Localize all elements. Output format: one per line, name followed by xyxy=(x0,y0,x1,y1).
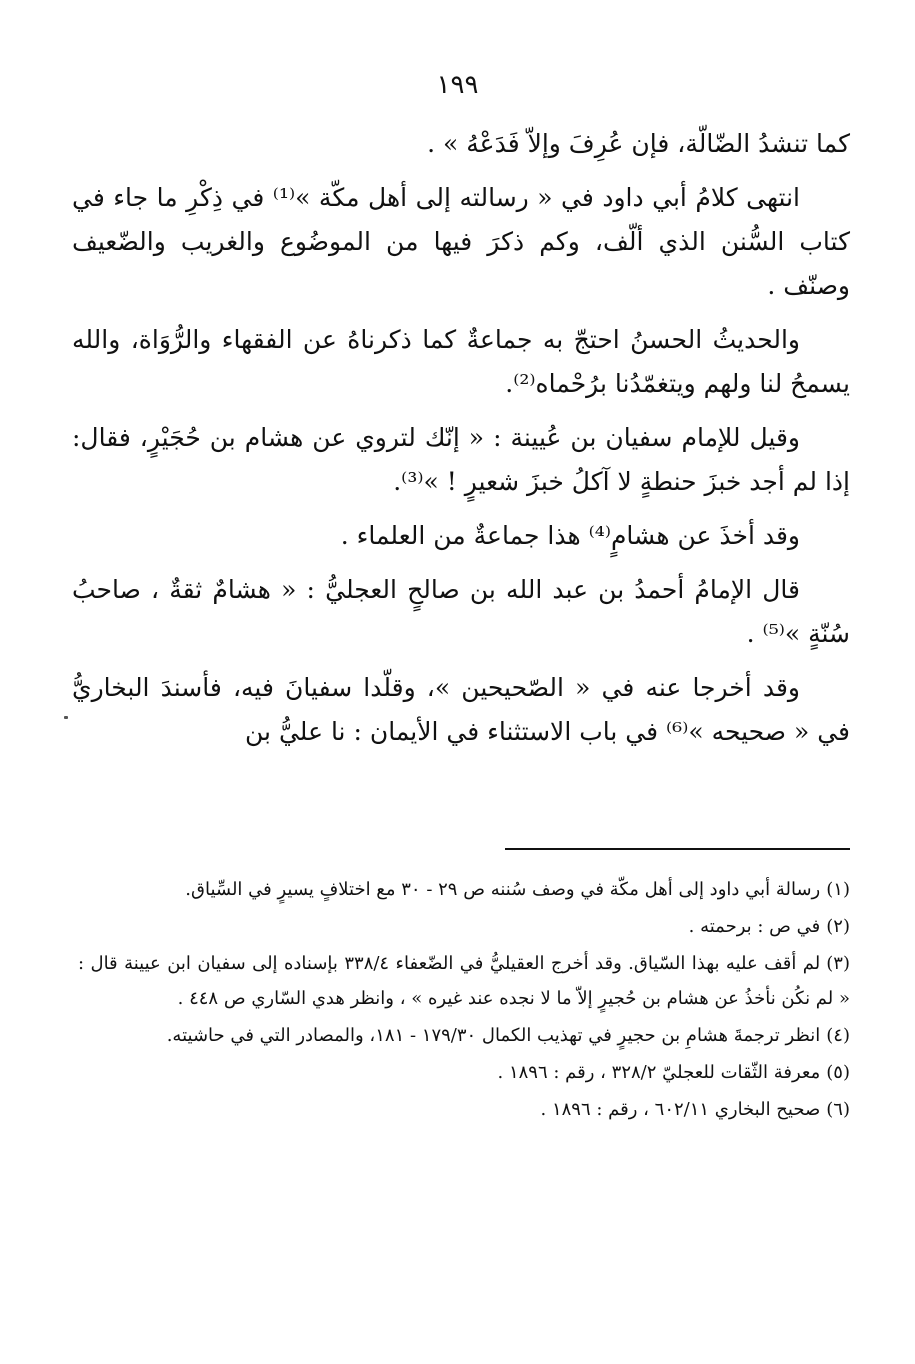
paragraph-1: كما تنشدُ الضّالّة، فإن عُرِفَ وإلاّ فَدَعْهُ » . xyxy=(427,129,850,158)
paragraph-7: وقد أخرجا عنه في « الصّحيحين »، وقلّدا سفيانَ فيه، فأسندَ البخاريُّ في « صحيحه »⁽⁶⁾ في باب الاستثناء في الأيمان : نا عليُّ بن xyxy=(72,673,850,746)
paragraph-3: والحديثُ الحسنُ احتجّ به جماعةٌ كما ذكرناهُ عن الفقهاء والرُّوَاة، والله يسمحُ لنا ولهم ويتغمّدُنا برُحْماه⁽²⁾. xyxy=(72,325,850,398)
footnote-2 xyxy=(78,909,850,944)
paragraph-6: قال الإمامُ أحمدُ بن عبد الله بن صالحٍ العجليُّ : « هشامٌ ثقةٌ ، صاحبُ سُنّةٍ »⁽⁵⁾ . xyxy=(72,575,850,648)
footnote-4 xyxy=(78,1018,850,1053)
paragraph-2: انتهى كلامُ أبي داود في « رسالته إلى أهل مكّة »⁽¹⁾ في ذِكْرِ ما جاء في كتاب السُّنن الذي ألّف، وكم ذكرَ فيها من الموضُوع والغريب والضّعيف وصنّف . xyxy=(72,183,850,300)
footnote-6 xyxy=(78,1092,850,1127)
footnote-5 xyxy=(78,1055,850,1090)
footnote-number: (٣) xyxy=(826,953,850,974)
main-text xyxy=(72,122,850,764)
paragraph-5: وقد أخذَ عن هشامٍ⁽⁴⁾ هذا جماعةٌ من العلماء . xyxy=(340,521,800,550)
footnotes xyxy=(78,872,850,1129)
footnote-text: صحيح البخاري ٦٠٢/١١ ، رقم : ١٨٩٦ . xyxy=(540,1099,821,1120)
footnote-1 xyxy=(78,872,850,907)
footnote-text: انظر ترجمةَ هشامِ بن حجيرٍ في تهذيب الكمال ١٧٩/٣٠ - ١٨١، والمصادر التي في حاشيته. xyxy=(166,1025,821,1046)
footnote-3 xyxy=(78,946,850,1016)
footnote-separator xyxy=(505,848,850,850)
footnote-number: (٥) xyxy=(826,1062,850,1083)
footnote-number: (٦) xyxy=(826,1099,850,1120)
footnote-text: في ص : برحمته . xyxy=(688,916,821,937)
footnote-number: (٢) xyxy=(826,916,850,937)
footnote-number: (٤) xyxy=(826,1025,850,1046)
footnote-text: معرفة الثّقات للعجليّ ٣٢٨/٢ ، رقم : ١٨٩٦ . xyxy=(497,1062,821,1083)
scan-speck xyxy=(64,716,68,719)
page-number: ١٩٩ xyxy=(436,70,479,100)
paragraph-4: وقيل للإمام سفيان بن عُيينة : « إنّك لتروي عن هشام بن حُجَيْرٍ، فقال: إذا لم أجد خبزَ حنطةٍ لا آكلُ خبزَ شعيرٍ ! »⁽³⁾. xyxy=(72,423,850,496)
footnote-number: (١) xyxy=(826,879,850,900)
footnote-text: لم أقف عليه بهذا السّياق. وقد أخرج العقيليُّ في الضّعفاء ٣٣٨/٤ بإسناده إلى سفيان ابن عيينة قال : « لم نكُن نأخذُ عن هشام بن حُجيرٍ إلاّ ما لا نجده عند غيره » ، وانظر هدي السّاري ص ٤٤٨ . xyxy=(78,953,850,1009)
footnote-text: رسالة أبي داود إلى أهل مكّة في وصف سُننه ص ٢٩ - ٣٠ مع اختلافٍ يسيرٍ في السِّياق. xyxy=(185,879,821,900)
